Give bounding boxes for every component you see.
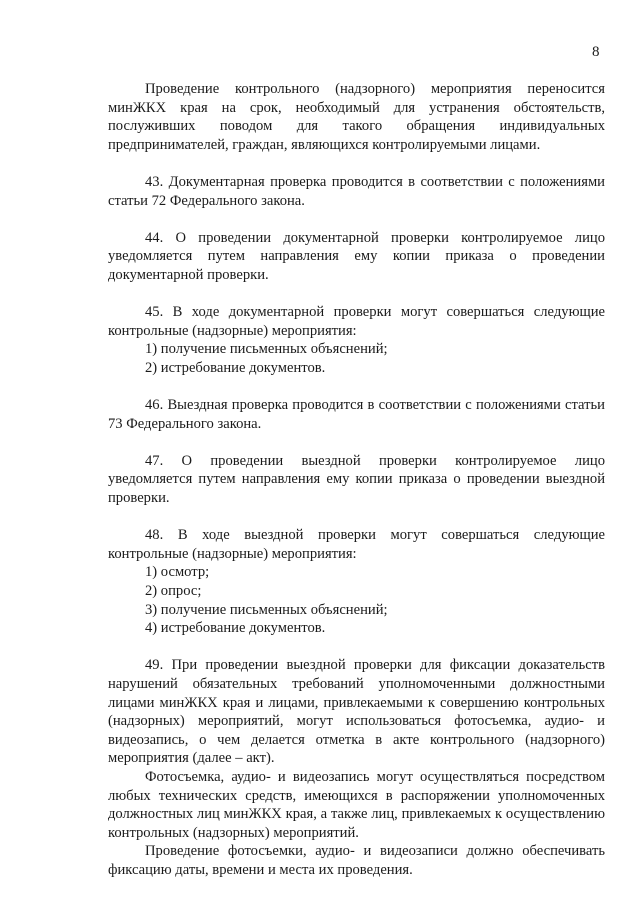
paragraph-44: 44. О проведении документарной проверки контролируемое лицо уведомляется путем направления ему копии приказа о проведении документарной проверки.	[108, 229, 605, 283]
list-item: 1) осмотр;	[145, 564, 210, 581]
page-number: 8	[592, 44, 600, 60]
list-item: 2) опрос;	[145, 583, 202, 600]
paragraph-49: 49. При проведении выездной проверки для фиксации доказательств нарушений обязательных требований уполномоченными должностными лицами минЖКХ края и лицами, привлекаемыми к совершению контрольных (надзорных) мероприятий, могут использоваться фотосъемка, аудио- и видеозапись, о чем делается отметка в акте контрольного (надзорного) мероприятия (далее – акт).	[108, 657, 605, 767]
paragraph-postponement: Проведение контрольного (надзорного) мероприятия переносится минЖКХ края на срок, необходимый для устранения обстоятельств, послуживших поводом для такого обращения индивидуальных предпринимателей, граждан, являющихся контролируемыми лицами.	[108, 81, 605, 153]
paragraph-49-fixation: Проведение фотосъемки, аудио- и видеозаписи должно обеспечивать фиксацию даты, времени и места их проведения.	[108, 843, 605, 878]
list-item: 3) получение письменных объяснений;	[145, 601, 388, 618]
paragraph-49-photo: Фотосъемка, аудио- и видеозапись могут осуществляться посредством любых технических средств, имеющихся в распоряжении уполномоченных должностных лиц минЖКХ края, а также лиц, привлекаемых к осуществлению контрольных (надзорных) мероприятий.	[108, 768, 605, 841]
list-item: 1) получение письменных объяснений;	[145, 341, 388, 358]
paragraph-47: 47. О проведении выездной проверки контролируемое лицо уведомляется путем направления ему копии приказа о проведении выездной проверки.	[108, 452, 605, 507]
paragraph-43: 43. Документарная проверка проводится в соответствии с положениями статьи 72 Федерального закона.	[108, 173, 605, 209]
paragraph-45: 45. В ходе документарной проверки могут совершаться следующие контрольные (надзорные) мероприятия:	[108, 304, 605, 339]
list-item: 2) истребование документов.	[145, 359, 326, 376]
paragraph-46: 46. Выездная проверка проводится в соответствии с положениями статьи 73 Федерального закона.	[108, 397, 605, 432]
paragraph-48: 48. В ходе выездной проверки могут совершаться следующие контрольные (надзорные) мероприятия:	[108, 527, 605, 562]
document-body	[108, 80, 605, 880]
list-item: 4) истребование документов.	[145, 620, 326, 637]
